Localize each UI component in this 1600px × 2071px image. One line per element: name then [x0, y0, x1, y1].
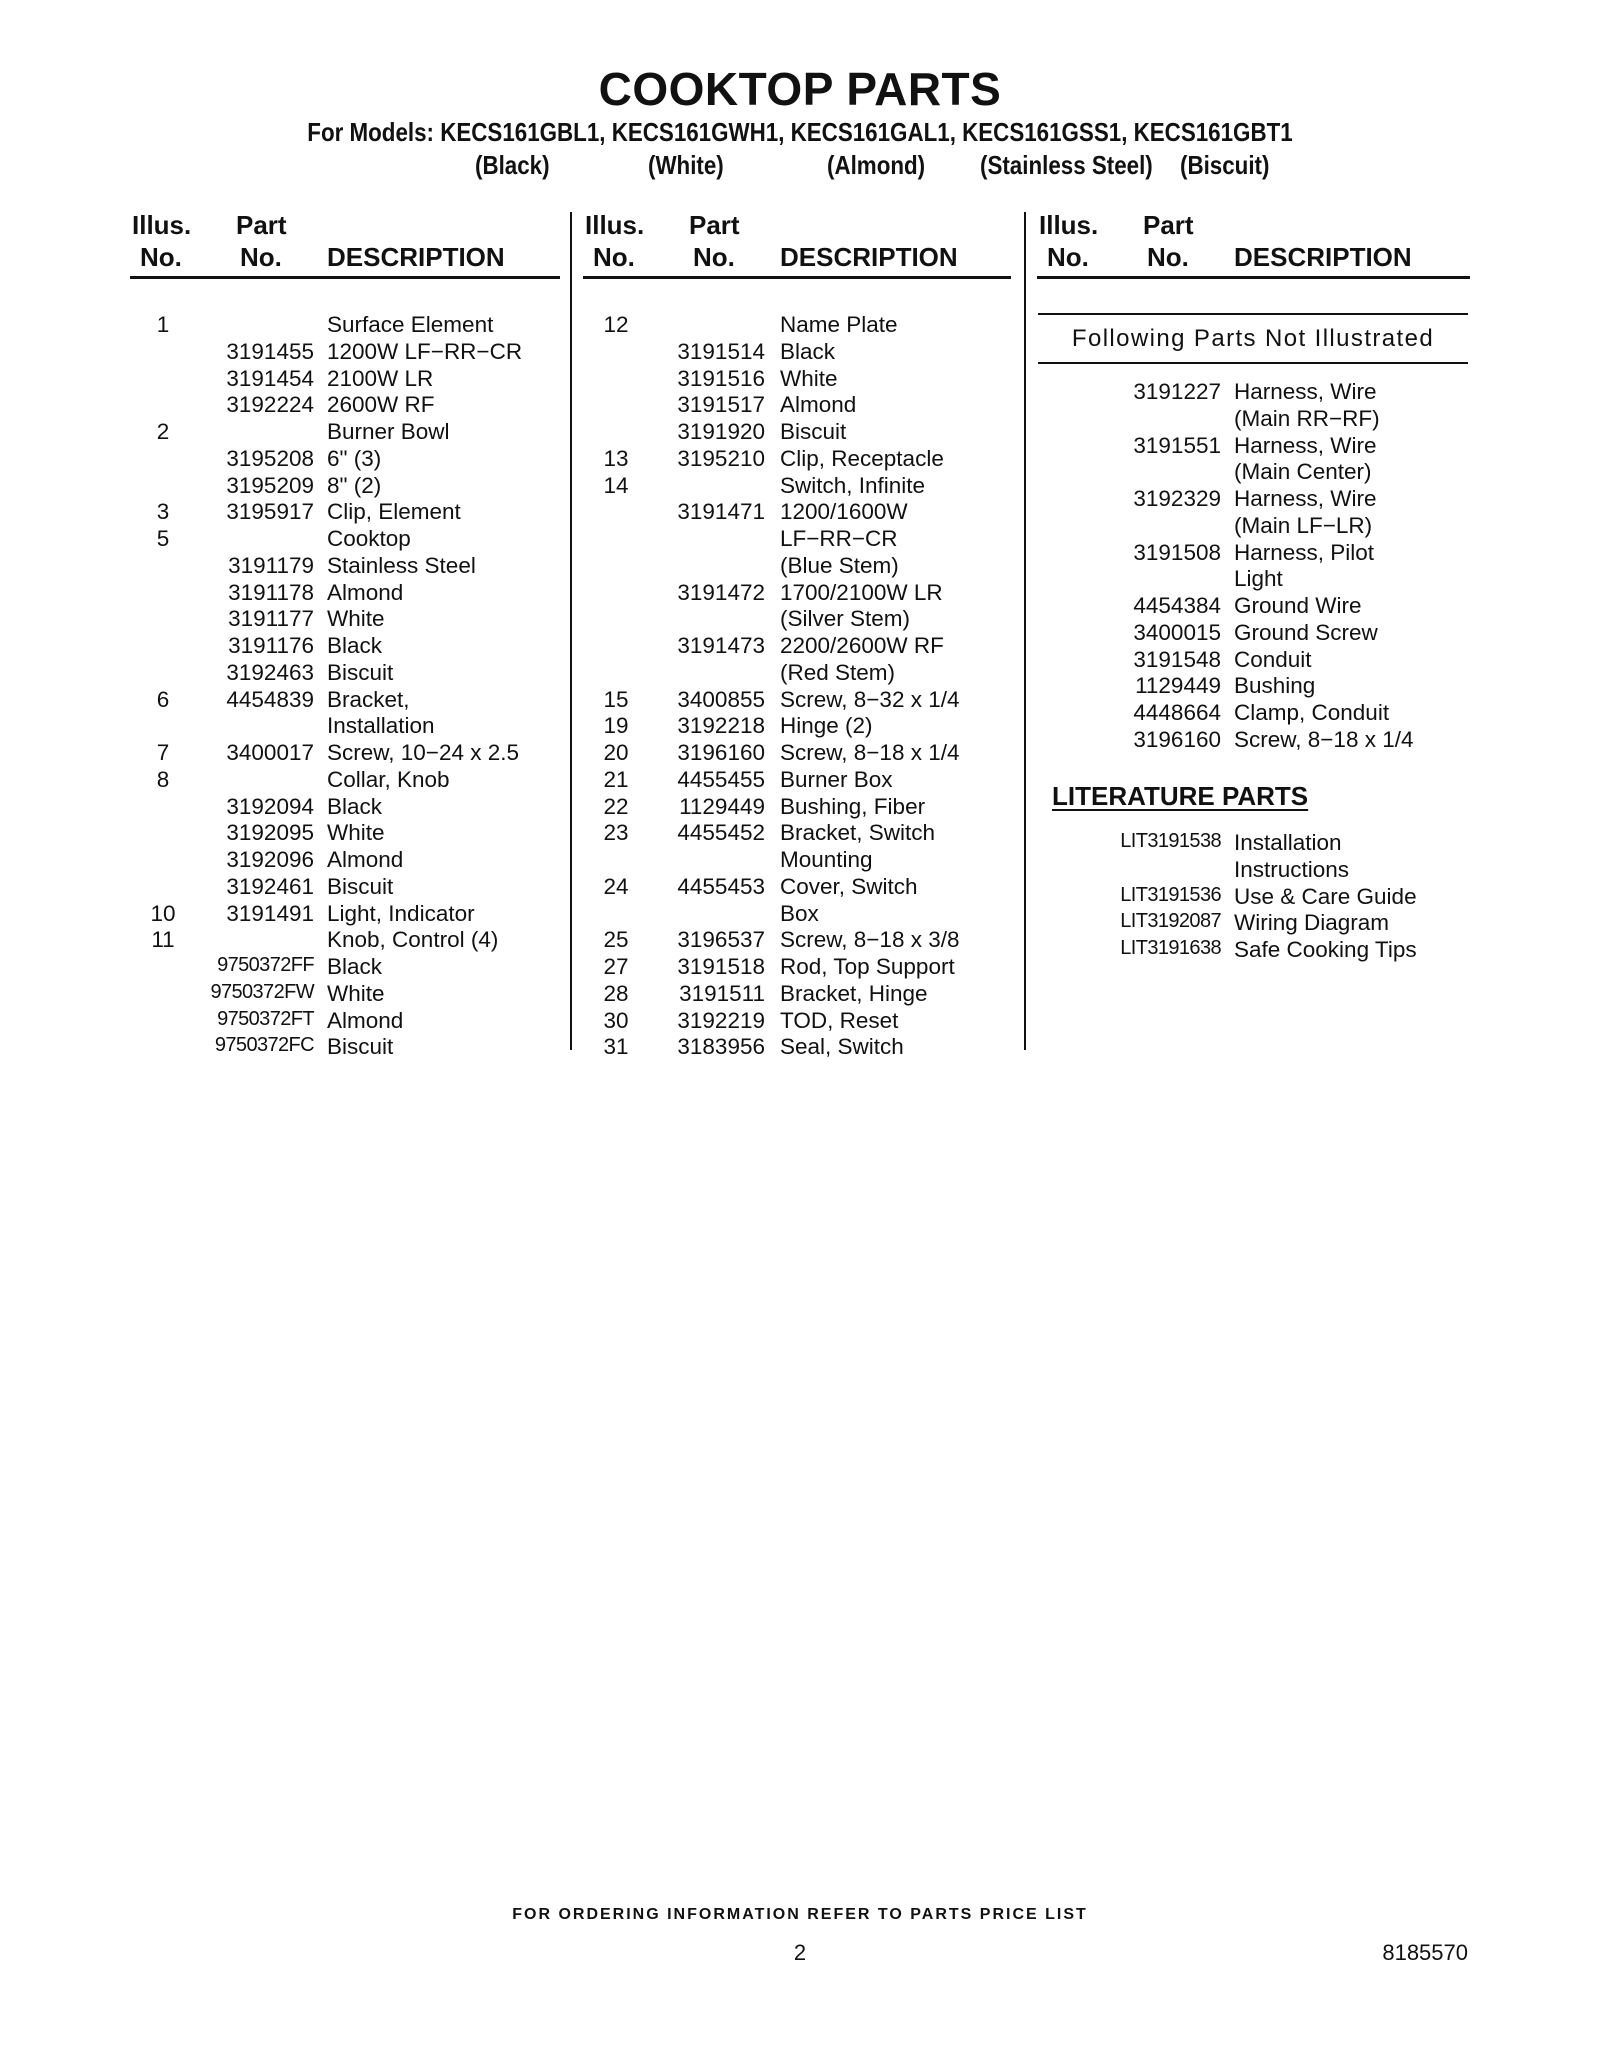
table-row	[130, 392, 560, 419]
part-description: Black	[327, 633, 383, 658]
parts-column-1	[130, 208, 560, 1061]
table-row	[130, 526, 560, 553]
illus-number: 20	[603, 740, 629, 765]
table-row	[130, 901, 560, 928]
column-header	[130, 208, 560, 279]
illus-number: 23	[603, 820, 629, 846]
illus-number: 22	[603, 793, 629, 819]
list-item	[1037, 647, 1470, 674]
illus-number: 5	[156, 526, 170, 551]
table-row	[130, 740, 560, 767]
color-black: (Black)	[475, 150, 550, 180]
document-number: 8185570	[1382, 1940, 1468, 1965]
illus-header: No.	[140, 242, 182, 272]
part-description: Black	[327, 954, 383, 979]
part-number: 3191551	[1133, 432, 1221, 458]
table-row	[130, 847, 560, 874]
part-number: 3192461	[226, 873, 314, 899]
list-item	[1037, 486, 1470, 513]
illus-number: 1	[156, 312, 170, 337]
part-description: 2200/2600W RF	[780, 633, 944, 658]
illus-number: 21	[603, 766, 629, 792]
table-row	[583, 499, 1011, 526]
part-description: White	[327, 980, 385, 1006]
part-number: 4454839	[226, 686, 314, 712]
part-number: 4454384	[1133, 593, 1221, 618]
part-number: 4455452	[677, 820, 765, 846]
table-row	[130, 713, 560, 740]
part-number: 3191176	[228, 633, 314, 658]
parts-list	[130, 312, 560, 1061]
part-description: Screw, 10−24 x 2.5	[327, 740, 519, 765]
part-description: Biscuit	[327, 873, 394, 899]
part-number: 3191511	[679, 980, 765, 1006]
part-number: 3191920	[677, 419, 765, 444]
part-description: Cover, Switch	[780, 873, 918, 899]
part-number: 3196160	[1133, 726, 1221, 752]
table-row	[583, 419, 1011, 446]
part-number: 3400855	[677, 686, 765, 712]
table-row	[130, 981, 560, 1008]
part-number: 3400015	[1133, 619, 1221, 645]
part-number: 3400017	[226, 740, 314, 765]
list-item	[1037, 884, 1470, 911]
part-number: 3191508	[1133, 539, 1221, 565]
list-item	[1037, 830, 1470, 857]
part-description: Use & Care Guide	[1234, 883, 1417, 909]
part-description: Black	[780, 338, 836, 364]
part-number: 3192094	[226, 793, 314, 819]
part-number: 1129449	[1135, 673, 1221, 699]
part-description: 2100W LR	[327, 365, 434, 391]
part-description: LF−RR−CR	[780, 526, 898, 551]
illus-number: 3	[156, 499, 170, 525]
illus-number: 31	[603, 1034, 629, 1060]
table-row	[583, 339, 1011, 366]
table-row	[130, 1008, 560, 1035]
table-row	[583, 392, 1011, 419]
illus-number: 6	[156, 686, 170, 712]
table-row	[583, 1034, 1011, 1061]
part-number: 3192095	[226, 820, 314, 846]
part-description: Name Plate	[780, 312, 898, 337]
part-description: Installation	[327, 713, 435, 739]
list-item	[1037, 937, 1470, 964]
page-number: 2	[793, 1940, 807, 1965]
illus-number: 25	[603, 927, 629, 953]
illus-header: Illus.	[132, 210, 192, 240]
part-description: Seal, Switch	[780, 1034, 904, 1060]
list-item	[1037, 513, 1470, 540]
page-title: COOKTOP PARTS	[598, 63, 1002, 115]
part-description: Screw, 8−32 x 1/4	[780, 686, 960, 712]
part-description: Safe Cooking Tips	[1234, 937, 1417, 962]
part-number: 3191471	[677, 499, 765, 525]
part-description: Bracket,	[327, 686, 410, 712]
table-row	[583, 927, 1011, 954]
part-description: (Silver Stem)	[780, 606, 911, 632]
illus-number: 27	[603, 954, 629, 979]
part-number: 3192218	[677, 713, 765, 739]
column-divider	[570, 212, 572, 1050]
part-number: 9750372FF	[217, 954, 314, 976]
part-number: 9750372FC	[214, 1034, 314, 1057]
illus-number: 14	[603, 472, 629, 498]
table-row	[583, 901, 1011, 928]
part-number: 9750372FT	[217, 1007, 314, 1030]
illus-number: 13	[603, 445, 629, 471]
part-description: Clip, Receptacle	[780, 445, 944, 471]
table-row	[583, 580, 1011, 607]
parts-column-3	[1037, 208, 1470, 279]
part-number: 3191514	[677, 338, 765, 364]
part-number: 3191455	[226, 338, 314, 364]
table-row	[130, 473, 560, 500]
part-number: 3192463	[226, 659, 314, 685]
part-description: 1700/2100W LR	[780, 579, 943, 605]
not-illustrated-heading: Following Parts Not Illustrated	[1038, 313, 1468, 364]
part-description: Collar, Knob	[327, 766, 450, 792]
description-header: DESCRIPTION	[327, 242, 505, 272]
table-row	[583, 874, 1011, 901]
part-number: LIT3191536	[1120, 883, 1221, 906]
table-row	[583, 954, 1011, 981]
part-description: Screw, 8−18 x 1/4	[1234, 726, 1414, 752]
table-row	[583, 473, 1011, 500]
list-item	[1037, 673, 1470, 700]
part-number: 4455455	[677, 766, 765, 792]
part-description: Almond	[780, 392, 857, 418]
table-row	[583, 1008, 1011, 1035]
part-number: 3191516	[677, 365, 765, 391]
part-description: 6" (3)	[327, 445, 382, 471]
table-row	[130, 606, 560, 633]
part-description: Burner Box	[780, 766, 893, 792]
table-row	[130, 633, 560, 660]
illus-number: 8	[156, 766, 170, 792]
illus-number: 7	[156, 740, 170, 765]
table-row	[583, 713, 1011, 740]
color-white: (White)	[648, 150, 724, 180]
list-item	[1037, 540, 1470, 567]
list-item	[1037, 379, 1470, 406]
part-number: 3191227	[1133, 379, 1221, 404]
ordering-note: FOR ORDERING INFORMATION REFER TO PARTS PRICE LIST	[512, 1906, 1088, 1923]
part-description: Screw, 8−18 x 1/4	[780, 740, 960, 765]
table-row	[130, 580, 560, 607]
table-row	[130, 954, 560, 981]
part-description: Black	[327, 793, 383, 819]
table-row	[583, 606, 1011, 633]
part-number: 3192224	[226, 392, 314, 418]
table-row	[130, 339, 560, 366]
part-number: 3195210	[677, 445, 765, 471]
illus-header: Illus.	[585, 210, 645, 240]
table-row	[583, 740, 1011, 767]
part-description: Conduit	[1234, 646, 1312, 672]
illus-number: 10	[150, 900, 176, 926]
part-number: 1129449	[679, 793, 765, 819]
list-item	[1037, 459, 1470, 486]
illus-number: 2	[156, 419, 170, 444]
part-number: LIT3192087	[1120, 910, 1221, 933]
part-number: 3195209	[226, 472, 314, 498]
model-colors	[475, 150, 1325, 184]
list-item	[1037, 406, 1470, 433]
table-row	[130, 366, 560, 393]
parts-list	[583, 312, 1011, 1061]
part-description: Mounting	[780, 847, 873, 872]
part-description: Biscuit	[327, 659, 394, 685]
parts-column-2	[583, 208, 1011, 1061]
table-row	[130, 874, 560, 901]
part-number: 3192329	[1133, 486, 1221, 511]
color-almond: (Almond)	[827, 150, 926, 180]
part-description: Almond	[327, 847, 404, 872]
part-number: 3191491	[226, 900, 314, 926]
table-row	[130, 1034, 560, 1061]
part-description: Almond	[327, 1007, 404, 1033]
part-description: Harness, Wire	[1234, 379, 1377, 404]
table-row	[583, 366, 1011, 393]
illus-number: 12	[603, 312, 629, 337]
part-description: Surface Element	[327, 312, 494, 337]
table-row	[130, 312, 560, 339]
table-row	[130, 499, 560, 526]
list-item	[1037, 433, 1470, 460]
part-description: White	[327, 820, 385, 846]
literature-heading: LITERATURE PARTS	[1052, 781, 1309, 811]
part-description: Screw, 8−18 x 3/8	[780, 927, 960, 953]
part-description: White	[327, 606, 385, 632]
part-description: Light	[1234, 566, 1283, 592]
illus-number: 24	[603, 873, 629, 899]
part-description: Light, Indicator	[327, 900, 475, 926]
part-description: (Main Center)	[1234, 459, 1372, 485]
illus-header: No.	[1047, 242, 1089, 272]
part-number: 3196537	[677, 927, 765, 953]
part-number: 3191518	[677, 954, 765, 979]
illus-number: 19	[603, 713, 629, 739]
part-number: 4455453	[677, 873, 765, 899]
table-row	[130, 553, 560, 580]
part-number: 3195208	[226, 445, 314, 471]
list-item	[1037, 700, 1470, 727]
part-description: 8" (2)	[327, 472, 382, 498]
part-number: 3192096	[226, 847, 314, 872]
part-description: Harness, Pilot	[1234, 539, 1375, 565]
table-row	[130, 446, 560, 473]
part-number: 3191177	[228, 606, 314, 632]
part-number: 3191472	[677, 579, 765, 605]
part-number: 3191178	[228, 579, 314, 605]
part-description: 1200/1600W	[780, 499, 908, 525]
color-stainless: (Stainless Steel)	[980, 150, 1153, 180]
table-row	[130, 927, 560, 954]
part-description: Rod, Top Support	[780, 954, 955, 979]
description-header: DESCRIPTION	[780, 242, 958, 272]
part-description: Ground Screw	[1234, 619, 1378, 645]
part-description: Switch, Infinite	[780, 472, 926, 498]
table-row	[583, 687, 1011, 714]
part-number: 3191548	[1133, 646, 1221, 672]
part-header: No.	[1147, 242, 1189, 272]
part-description: Box	[780, 900, 819, 926]
part-number: 9750372FW	[210, 980, 314, 1003]
part-description: Bracket, Hinge	[780, 980, 928, 1006]
column-header	[583, 208, 1011, 279]
part-header: No.	[693, 242, 735, 272]
table-row	[130, 794, 560, 821]
part-header: Part	[236, 210, 287, 240]
part-description: Biscuit	[327, 1034, 394, 1060]
part-description: Cooktop	[327, 526, 411, 551]
table-row	[583, 794, 1011, 821]
table-row	[583, 660, 1011, 687]
illus-number: 28	[603, 980, 629, 1006]
not-illustrated-list	[1037, 379, 1470, 754]
part-header: Part	[1143, 210, 1194, 240]
table-row	[583, 847, 1011, 874]
list-item	[1037, 727, 1470, 754]
part-description: Ground Wire	[1234, 593, 1362, 618]
part-number: 3192219	[677, 1007, 765, 1033]
illus-number: 11	[151, 927, 175, 953]
part-description: Clamp, Conduit	[1234, 700, 1390, 725]
illus-number: 30	[603, 1007, 629, 1033]
part-description: (Main RR−RF)	[1234, 405, 1380, 431]
part-number: LIT3191638	[1120, 937, 1221, 959]
table-row	[130, 687, 560, 714]
table-row	[583, 526, 1011, 553]
part-number: 3196160	[677, 740, 765, 765]
part-description: Bracket, Switch	[780, 820, 936, 846]
part-header: No.	[240, 242, 282, 272]
table-row	[583, 446, 1011, 473]
part-number: 3191454	[226, 365, 314, 391]
table-row	[583, 820, 1011, 847]
list-item	[1037, 620, 1470, 647]
part-header: Part	[689, 210, 740, 240]
part-description: Wiring Diagram	[1234, 910, 1390, 936]
part-number: LIT3191538	[1120, 830, 1221, 852]
part-number: 3191473	[677, 633, 765, 658]
part-number: 3191179	[228, 552, 314, 578]
table-row	[583, 633, 1011, 660]
literature-list	[1037, 830, 1470, 964]
part-description: (Red Stem)	[780, 659, 896, 685]
illus-header: Illus.	[1039, 210, 1099, 240]
part-description: Bushing, Fiber	[780, 793, 926, 819]
column-divider	[1024, 212, 1026, 1050]
description-header: DESCRIPTION	[1234, 242, 1412, 272]
table-row	[583, 553, 1011, 580]
part-description: Almond	[327, 579, 404, 605]
part-description: (Main LF−LR)	[1234, 512, 1373, 538]
column-header	[1037, 208, 1470, 279]
list-item	[1037, 857, 1470, 884]
part-description: TOD, Reset	[780, 1007, 899, 1033]
part-description: Stainless Steel	[327, 552, 476, 578]
part-number: 3195917	[226, 499, 314, 525]
part-description: Harness, Wire	[1234, 486, 1377, 511]
part-description: Knob, Control (4)	[327, 927, 499, 953]
part-description: 2600W RF	[327, 392, 435, 418]
table-row	[130, 660, 560, 687]
table-row	[583, 767, 1011, 794]
part-number: 3183956	[677, 1034, 765, 1060]
part-number: 4448664	[1133, 700, 1221, 725]
part-description: Harness, Wire	[1234, 432, 1377, 458]
table-row	[130, 767, 560, 794]
part-description: (Blue Stem)	[780, 552, 899, 578]
model-list: For Models: KECS161GBL1, KECS161GWH1, KECS161GAL1, KECS161GSS1, KECS161GBT1	[307, 117, 1293, 147]
part-description: Burner Bowl	[327, 419, 450, 444]
list-item	[1037, 593, 1470, 620]
table-row	[583, 312, 1011, 339]
part-description: Bushing	[1234, 673, 1316, 699]
illus-header: No.	[593, 242, 635, 272]
table-row	[583, 981, 1011, 1008]
part-description: Instructions	[1234, 856, 1350, 882]
part-description: 1200W LF−RR−CR	[327, 338, 523, 364]
illus-number: 15	[603, 686, 629, 712]
list-item	[1037, 566, 1470, 593]
table-row	[130, 820, 560, 847]
part-description: White	[780, 365, 838, 391]
part-description: Biscuit	[780, 419, 847, 444]
table-row	[130, 419, 560, 446]
part-description: Installation	[1234, 830, 1342, 855]
part-description: Hinge (2)	[780, 713, 873, 739]
part-description: Clip, Element	[327, 499, 461, 525]
part-number: 3191517	[677, 392, 765, 418]
color-biscuit: (Biscuit)	[1180, 150, 1270, 180]
list-item	[1037, 910, 1470, 937]
